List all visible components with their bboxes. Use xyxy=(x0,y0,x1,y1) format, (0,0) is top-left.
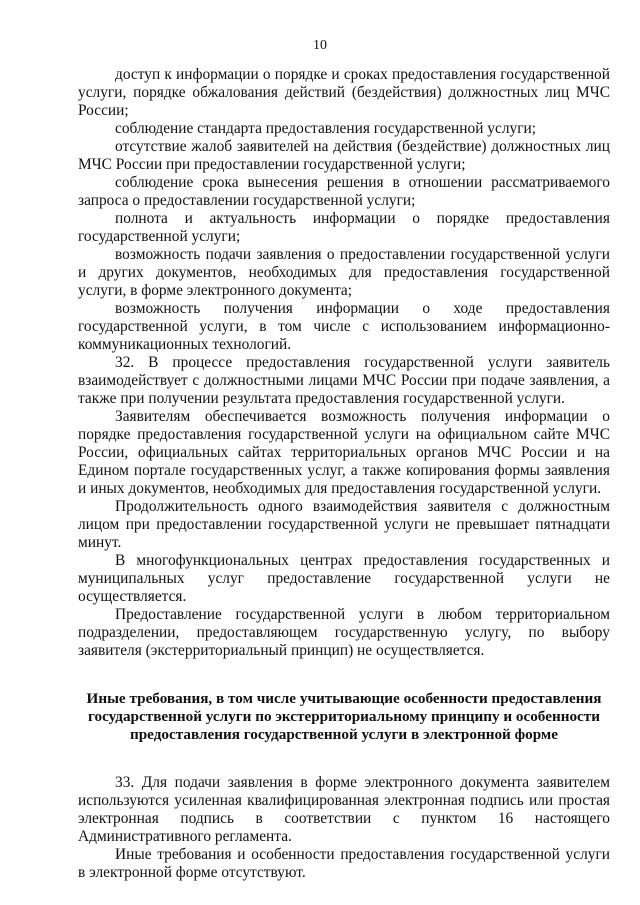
paragraph: возможность подачи заявления о предоставлении государственной услуги и других документов, необходимых для предоставления государственной услуги, в форме электронного документа; xyxy=(78,246,610,299)
section-heading-line: государственной услуги по экстерриториальному принципу и особенности xyxy=(87,708,600,725)
paragraph: доступ к информации о порядке и сроках предоставления государственной услуги, порядке обжалования действий (бездействия) должностных лиц МЧС России; xyxy=(78,66,610,119)
paragraph: Продолжительность одного взаимодействия заявителя с должностным лицом при предоставлении государственной услуги не превышает пятнадцати минут. xyxy=(78,498,610,551)
paragraph: соблюдение стандарта предоставления государственной услуги; xyxy=(115,120,537,137)
paragraph-33: 33. Для подачи заявления в форме электронного документа заявителем используются усиленная квалифицированная электронная подпись или простая электронная подпись в соответствии с пунктом 16 настоящего Административного регламента. xyxy=(78,774,610,845)
paragraph: возможность получения информации о ходе предоставления государственной услуги, в том числе с использованием информационно-коммуникационных технологий. xyxy=(78,300,610,353)
paragraph: Иные требования и особенности предоставления государственной услуги в электронной форме отсутствуют. xyxy=(78,846,610,881)
paragraph: Предоставление государственной услуги в любом территориальном подразделении, предоставляющем государственную услугу, по выбору заявителя (экстерриториальный принцип) не осуществляется. xyxy=(78,606,610,659)
paragraph: Заявителям обеспечивается возможность получения информации о порядке предоставления государственной услуги на официальном сайте МЧС России, официальных сайтах территориальных органов МЧС России и на Едином портале государственных услуг, а также копирования формы заявления и иных документов, необходимых для предоставления государственной услуги. xyxy=(78,408,610,497)
section-heading-line: предоставления государственной услуги в электронной форме xyxy=(129,726,559,743)
document-body xyxy=(78,66,610,882)
section-heading xyxy=(78,690,610,744)
paragraph: соблюдение срока вынесения решения в отношении рассматриваемого запроса о предоставлении государственной услуги; xyxy=(78,174,610,209)
paragraph-32: 32. В процессе предоставления государственной услуги заявитель взаимодействует с должностными лицами МЧС России при подаче заявления, а также при получении результата предоставления государственной услуги. xyxy=(78,354,610,407)
section-heading-line: Иные требования, в том числе учитывающие особенности предоставления xyxy=(86,690,602,707)
paragraph: отсутствие жалоб заявителей на действия (бездействие) должностных лиц МЧС России при предоставлении государственной услуги; xyxy=(78,138,610,173)
paragraph: В многофункциональных центрах предоставления государственных и муниципальных услуг предоставление государственной услуги не осуществляется. xyxy=(78,552,610,605)
page-number: 10 xyxy=(313,38,327,53)
paragraph: полнота и актуальность информации о порядке предоставления государственной услуги; xyxy=(78,210,610,245)
